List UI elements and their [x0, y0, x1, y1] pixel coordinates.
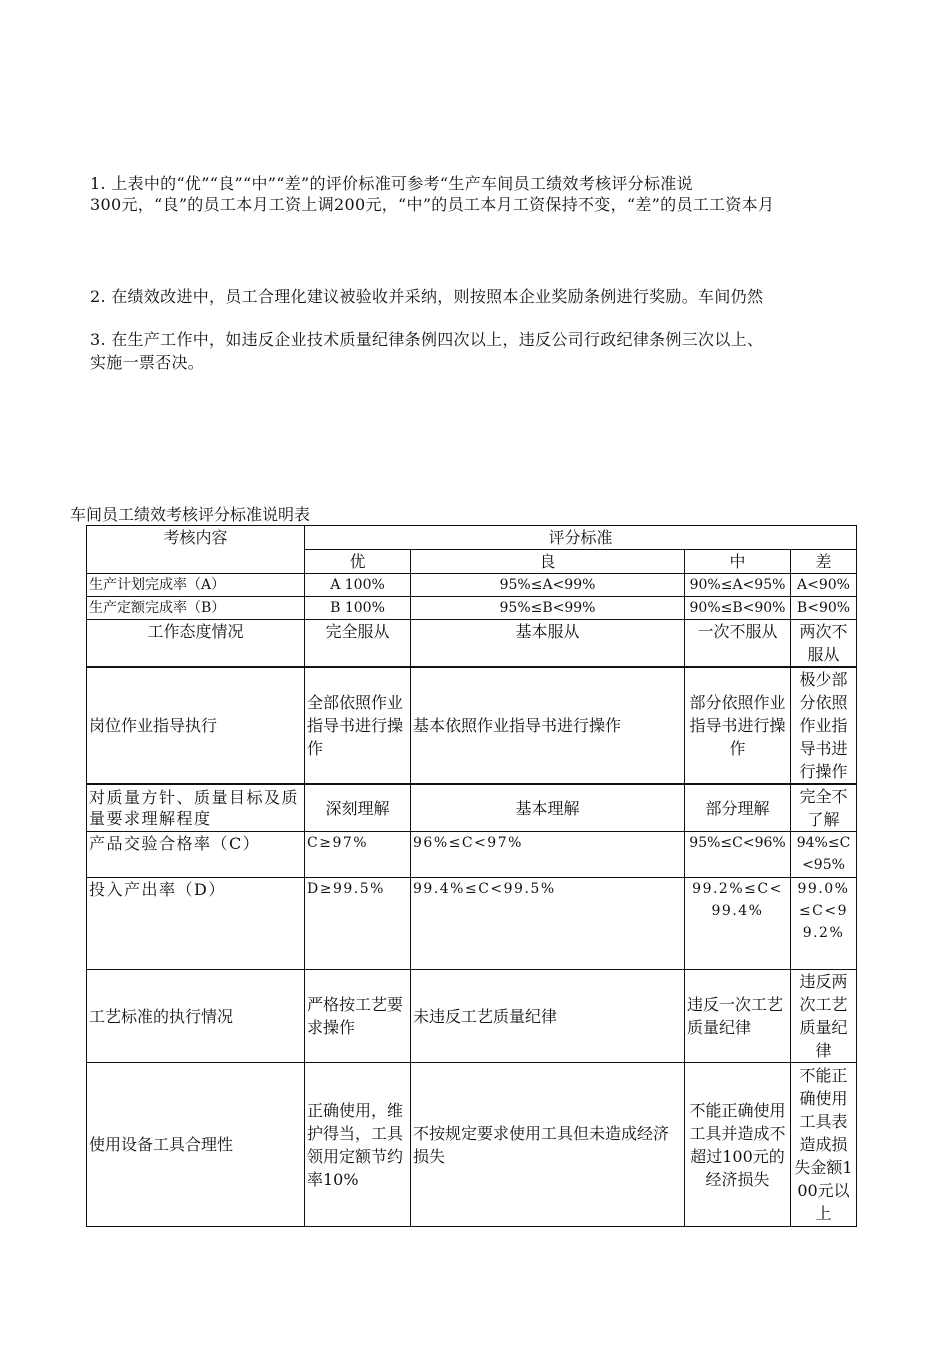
cell-good: 99.4%≤C<99.5% — [411, 878, 685, 970]
cell-excellent: 完全服从 — [305, 620, 411, 668]
cell-medium: 不能正确使用工具并造成不超过100元的经济损失 — [685, 1063, 791, 1227]
cell-medium: 部分依照作业指导书进行操作 — [685, 667, 791, 784]
header-grade-excellent: 优 — [305, 550, 411, 574]
cell-excellent: C≥97% — [305, 832, 411, 878]
cell-medium: 90%≤B<90% — [685, 597, 791, 620]
row-item: 岗位作业指导执行 — [87, 667, 305, 784]
cell-medium: 95%≤C<96% — [685, 832, 791, 878]
table-row — [87, 574, 857, 597]
table-row — [87, 832, 857, 878]
table-row — [87, 878, 857, 970]
cell-medium: 90%≤A<95% — [685, 574, 791, 597]
evaluation-standard-table — [86, 525, 857, 1227]
cell-good: 基本理解 — [411, 784, 685, 832]
row-item: 使用设备工具合理性 — [87, 1063, 305, 1227]
table-row — [87, 1063, 857, 1227]
note-2: 2. 在绩效改进中，员工合理化建议被验收并采纳，则按照本企业奖励条例进行奖励。车间仍然 — [90, 287, 764, 306]
table-title: 车间员工绩效考核评分标准说明表 — [70, 505, 311, 524]
header-standard: 评分标准 — [305, 526, 857, 550]
note-1-line-1: 1. 上表中的“优”“良”“中”“差”的评价标准可参考“生产车间员工绩效考核评分标准说 — [90, 174, 693, 193]
cell-poor: B<90% — [791, 597, 857, 620]
cell-excellent: 全部依照作业指导书进行操作 — [305, 667, 411, 784]
cell-good: 基本依照作业指导书进行操作 — [411, 667, 685, 784]
row-item: 工作态度情况 — [87, 620, 305, 668]
row-item: 对质量方针、质量目标及质量要求理解程度 — [87, 784, 305, 832]
cell-good: 95%≤A<99% — [411, 574, 685, 597]
header-grade-good: 良 — [411, 550, 685, 574]
cell-poor: 极少部分依照作业指导书进行操作 — [791, 667, 857, 784]
cell-excellent: 深刻理解 — [305, 784, 411, 832]
table-row — [87, 970, 857, 1063]
row-item: 投入产出率（D） — [87, 878, 305, 970]
cell-poor: 99.0%≤C<99.2% — [791, 878, 857, 970]
cell-good: 95%≤B<99% — [411, 597, 685, 620]
cell-excellent: B 100% — [305, 597, 411, 620]
table-row — [87, 667, 857, 784]
row-item: 生产计划完成率（A） — [87, 574, 305, 597]
cell-good: 基本服从 — [411, 620, 685, 668]
table-header-row — [87, 526, 857, 550]
header-grade-medium: 中 — [685, 550, 791, 574]
row-item: 工艺标准的执行情况 — [87, 970, 305, 1063]
row-item: 生产定额完成率（B） — [87, 597, 305, 620]
cell-medium: 一次不服从 — [685, 620, 791, 668]
note-1-line-2: 300元，“良”的员工本月工资上调200元，“中”的员工本月工资保持不变，“差”的员工工资本月 — [90, 195, 775, 214]
note-3-line-1: 3. 在生产工作中，如违反企业技术质量纪律条例四次以上，违反公司行政纪律条例三次以上、 — [90, 330, 764, 349]
cell-good: 96%≤C<97% — [411, 832, 685, 878]
cell-excellent: A 100% — [305, 574, 411, 597]
table-row — [87, 620, 857, 668]
cell-excellent: D≥99.5% — [305, 878, 411, 970]
cell-poor: 违反两次工艺质量纪律 — [791, 970, 857, 1063]
cell-excellent: 严格按工艺要求操作 — [305, 970, 411, 1063]
cell-excellent: 正确使用，维护得当，工具领用定额节约率10% — [305, 1063, 411, 1227]
note-3-line-2: 实施一票否决。 — [90, 353, 205, 372]
cell-poor: 不能正确使用工具表造成损失金额100元以上 — [791, 1063, 857, 1227]
header-grade-poor: 差 — [791, 550, 857, 574]
cell-medium: 违反一次工艺质量纪律 — [685, 970, 791, 1063]
row-item: 产品交验合格率（C） — [87, 832, 305, 878]
table-row — [87, 597, 857, 620]
cell-good: 不按规定要求使用工具但未造成经济损失 — [411, 1063, 685, 1227]
cell-medium: 部分理解 — [685, 784, 791, 832]
cell-poor: 两次不服从 — [791, 620, 857, 668]
cell-good: 未违反工艺质量纪律 — [411, 970, 685, 1063]
cell-medium: 99.2%≤C<99.4% — [685, 878, 791, 970]
table-row — [87, 784, 857, 832]
cell-poor: 完全不了解 — [791, 784, 857, 832]
cell-poor: 94%≤C<95% — [791, 832, 857, 878]
header-content: 考核内容 — [87, 526, 305, 574]
cell-poor: A<90% — [791, 574, 857, 597]
